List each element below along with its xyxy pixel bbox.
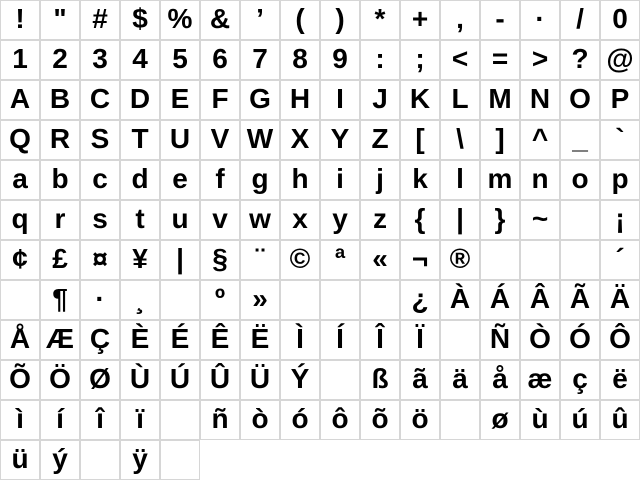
glyph-cell[interactable]: < [440, 40, 480, 80]
glyph-cell[interactable]: T [120, 120, 160, 160]
glyph-cell[interactable]: ? [560, 40, 600, 80]
glyph-cell[interactable]: J [360, 80, 400, 120]
glyph-cell[interactable]: z [360, 200, 400, 240]
glyph-cell[interactable]: ñ [200, 400, 240, 440]
glyph-cell[interactable]: m [480, 160, 520, 200]
empty-glyph-cell[interactable] [520, 240, 560, 280]
empty-glyph-cell[interactable] [560, 240, 600, 280]
glyph-cell[interactable]: ’ [240, 0, 280, 40]
glyph-cell[interactable]: 1 [0, 40, 40, 80]
glyph-cell[interactable]: Ú [160, 360, 200, 400]
glyph-cell[interactable]: Â [520, 280, 560, 320]
glyph-cell[interactable]: c [80, 160, 120, 200]
glyph-cell[interactable]: Ô [600, 320, 640, 360]
glyph-cell[interactable]: 6 [200, 40, 240, 80]
glyph-cell[interactable]: 3 [80, 40, 120, 80]
empty-glyph-cell[interactable] [440, 320, 480, 360]
glyph-cell[interactable]: V [200, 120, 240, 160]
glyph-cell[interactable]: @ [600, 40, 640, 80]
glyph-cell[interactable]: º [200, 280, 240, 320]
glyph-cell[interactable]: Æ [40, 320, 80, 360]
glyph-cell[interactable]: 2 [40, 40, 80, 80]
glyph-cell[interactable]: ã [400, 360, 440, 400]
glyph-cell[interactable]: Ñ [480, 320, 520, 360]
glyph-cell[interactable]: 8 [280, 40, 320, 80]
glyph-cell[interactable]: R [40, 120, 80, 160]
glyph-cell[interactable]: ´ [600, 240, 640, 280]
empty-glyph-cell[interactable] [320, 360, 360, 400]
glyph-cell[interactable]: O [560, 80, 600, 120]
glyph-cell[interactable]: + [400, 0, 440, 40]
glyph-cell[interactable]: É [160, 320, 200, 360]
glyph-cell[interactable]: A [0, 80, 40, 120]
glyph-cell[interactable]: , [440, 0, 480, 40]
glyph-cell[interactable]: g [240, 160, 280, 200]
glyph-cell[interactable]: » [240, 280, 280, 320]
glyph-cell[interactable]: u [160, 200, 200, 240]
glyph-cell[interactable]: C [80, 80, 120, 120]
glyph-cell[interactable]: P [600, 80, 640, 120]
glyph-cell[interactable]: F [200, 80, 240, 120]
glyph-cell[interactable]: f [200, 160, 240, 200]
glyph-cell[interactable]: h [280, 160, 320, 200]
glyph-cell[interactable]: Ü [240, 360, 280, 400]
glyph-cell[interactable]: ß [360, 360, 400, 400]
glyph-cell[interactable]: Ç [80, 320, 120, 360]
glyph-cell[interactable]: Å [0, 320, 40, 360]
glyph-cell[interactable]: Ï [400, 320, 440, 360]
glyph-cell[interactable]: ò [240, 400, 280, 440]
glyph-cell[interactable]: v [200, 200, 240, 240]
glyph-cell[interactable]: Í [320, 320, 360, 360]
glyph-cell[interactable]: § [200, 240, 240, 280]
glyph-cell[interactable]: Ä [600, 280, 640, 320]
glyph-cell[interactable]: ¤ [80, 240, 120, 280]
glyph-cell[interactable]: ¬ [400, 240, 440, 280]
glyph-cell[interactable]: X [280, 120, 320, 160]
glyph-cell[interactable]: ^ [520, 120, 560, 160]
glyph-cell[interactable]: ¥ [120, 240, 160, 280]
glyph-cell[interactable]: Y [320, 120, 360, 160]
glyph-cell[interactable]: ; [400, 40, 440, 80]
glyph-cell[interactable]: b [40, 160, 80, 200]
glyph-cell[interactable]: ó [280, 400, 320, 440]
empty-glyph-cell[interactable] [480, 240, 520, 280]
glyph-cell[interactable]: ô [320, 400, 360, 440]
glyph-cell[interactable]: ¶ [40, 280, 80, 320]
glyph-cell[interactable]: N [520, 80, 560, 120]
glyph-cell[interactable]: Ó [560, 320, 600, 360]
glyph-cell[interactable]: È [120, 320, 160, 360]
glyph-cell[interactable]: 5 [160, 40, 200, 80]
glyph-cell[interactable]: î [80, 400, 120, 440]
glyph-cell[interactable]: n [520, 160, 560, 200]
glyph-cell[interactable]: / [560, 0, 600, 40]
glyph-cell[interactable]: l [440, 160, 480, 200]
glyph-cell[interactable]: H [280, 80, 320, 120]
glyph-cell[interactable]: ÿ [120, 440, 160, 480]
glyph-cell[interactable]: õ [360, 400, 400, 440]
glyph-cell[interactable]: r [40, 200, 80, 240]
empty-glyph-cell[interactable] [360, 280, 400, 320]
glyph-cell[interactable]: ] [480, 120, 520, 160]
glyph-cell[interactable]: 4 [120, 40, 160, 80]
glyph-cell[interactable]: ! [0, 0, 40, 40]
glyph-cell[interactable]: S [80, 120, 120, 160]
glyph-cell[interactable]: Q [0, 120, 40, 160]
glyph-cell[interactable]: À [440, 280, 480, 320]
glyph-cell[interactable]: [ [400, 120, 440, 160]
glyph-cell[interactable]: > [520, 40, 560, 80]
glyph-cell[interactable]: ö [400, 400, 440, 440]
glyph-cell[interactable]: ( [280, 0, 320, 40]
glyph-cell[interactable]: o [560, 160, 600, 200]
glyph-cell[interactable]: x [280, 200, 320, 240]
glyph-cell[interactable]: * [360, 0, 400, 40]
glyph-cell[interactable]: i [320, 160, 360, 200]
glyph-cell[interactable]: ï [120, 400, 160, 440]
glyph-cell[interactable]: ` [600, 120, 640, 160]
glyph-cell[interactable]: t [120, 200, 160, 240]
glyph-cell[interactable]: í [40, 400, 80, 440]
empty-glyph-cell[interactable] [160, 440, 200, 480]
glyph-cell[interactable]: ª [320, 240, 360, 280]
glyph-cell[interactable]: ü [0, 440, 40, 480]
glyph-cell[interactable]: ú [560, 400, 600, 440]
glyph-cell[interactable]: q [0, 200, 40, 240]
glyph-cell[interactable]: : [360, 40, 400, 80]
glyph-cell[interactable]: D [120, 80, 160, 120]
glyph-cell[interactable]: Ù [120, 360, 160, 400]
glyph-cell[interactable]: Z [360, 120, 400, 160]
glyph-cell[interactable]: $ [120, 0, 160, 40]
glyph-cell[interactable]: ¡ [600, 200, 640, 240]
glyph-cell[interactable]: Á [480, 280, 520, 320]
glyph-cell[interactable]: y [320, 200, 360, 240]
glyph-cell[interactable]: { [400, 200, 440, 240]
glyph-cell[interactable]: - [480, 0, 520, 40]
glyph-cell[interactable]: Û [200, 360, 240, 400]
empty-glyph-cell[interactable] [160, 400, 200, 440]
glyph-cell[interactable]: ~ [520, 200, 560, 240]
glyph-cell[interactable]: ø [480, 400, 520, 440]
glyph-cell[interactable]: û [600, 400, 640, 440]
glyph-cell[interactable]: a [0, 160, 40, 200]
glyph-cell[interactable]: U [160, 120, 200, 160]
glyph-cell[interactable]: k [400, 160, 440, 200]
glyph-cell[interactable]: & [200, 0, 240, 40]
glyph-cell[interactable]: 9 [320, 40, 360, 80]
glyph-cell[interactable]: = [480, 40, 520, 80]
glyph-cell[interactable]: \ [440, 120, 480, 160]
glyph-cell[interactable]: å [480, 360, 520, 400]
glyph-cell[interactable]: ù [520, 400, 560, 440]
glyph-cell[interactable]: | [440, 200, 480, 240]
glyph-cell[interactable]: ¢ [0, 240, 40, 280]
glyph-cell[interactable]: w [240, 200, 280, 240]
glyph-cell[interactable]: ¨ [240, 240, 280, 280]
glyph-cell[interactable]: Ì [280, 320, 320, 360]
glyph-cell[interactable]: } [480, 200, 520, 240]
glyph-cell[interactable]: £ [40, 240, 80, 280]
glyph-cell[interactable]: ì [0, 400, 40, 440]
empty-glyph-cell[interactable] [440, 400, 480, 440]
glyph-cell[interactable]: L [440, 80, 480, 120]
empty-area [200, 440, 640, 480]
glyph-cell[interactable]: E [160, 80, 200, 120]
glyph-cell[interactable]: d [120, 160, 160, 200]
glyph-cell[interactable]: Î [360, 320, 400, 360]
glyph-cell[interactable]: ® [440, 240, 480, 280]
glyph-cell[interactable]: · [80, 280, 120, 320]
empty-glyph-cell[interactable] [560, 200, 600, 240]
glyph-cell[interactable]: 0 [600, 0, 640, 40]
glyph-cell[interactable]: W [240, 120, 280, 160]
empty-glyph-cell[interactable] [320, 280, 360, 320]
glyph-cell[interactable]: | [160, 240, 200, 280]
glyph-cell[interactable]: G [240, 80, 280, 120]
glyph-cell[interactable]: Ê [200, 320, 240, 360]
glyph-cell[interactable]: · [520, 0, 560, 40]
glyph-cell[interactable]: ¿ [400, 280, 440, 320]
glyph-cell[interactable]: Ö [40, 360, 80, 400]
glyph-cell[interactable]: e [160, 160, 200, 200]
empty-glyph-cell[interactable] [0, 280, 40, 320]
glyph-cell[interactable]: æ [520, 360, 560, 400]
glyph-cell[interactable]: ä [440, 360, 480, 400]
glyph-cell[interactable]: M [480, 80, 520, 120]
glyph-cell[interactable]: j [360, 160, 400, 200]
glyph-cell[interactable]: Õ [0, 360, 40, 400]
glyph-cell[interactable]: ý [40, 440, 80, 480]
glyph-cell[interactable]: Ë [240, 320, 280, 360]
empty-glyph-cell[interactable] [280, 280, 320, 320]
glyph-cell[interactable]: Ò [520, 320, 560, 360]
glyph-cell[interactable]: _ [560, 120, 600, 160]
glyph-cell[interactable]: « [360, 240, 400, 280]
glyph-cell[interactable]: ¸ [120, 280, 160, 320]
glyph-cell[interactable]: p [600, 160, 640, 200]
glyph-cell[interactable]: ç [560, 360, 600, 400]
glyph-cell[interactable]: Ã [560, 280, 600, 320]
glyph-cell[interactable]: B [40, 80, 80, 120]
glyph-cell[interactable]: ) [320, 0, 360, 40]
glyph-cell[interactable]: ë [600, 360, 640, 400]
empty-glyph-cell[interactable] [80, 440, 120, 480]
glyph-cell[interactable]: s [80, 200, 120, 240]
glyph-cell[interactable]: 7 [240, 40, 280, 80]
glyph-cell[interactable]: Ø [80, 360, 120, 400]
glyph-cell[interactable]: © [280, 240, 320, 280]
glyph-cell[interactable]: % [160, 0, 200, 40]
glyph-cell[interactable]: I [320, 80, 360, 120]
glyph-cell[interactable]: " [40, 0, 80, 40]
glyph-cell[interactable]: Ý [280, 360, 320, 400]
glyph-cell[interactable]: # [80, 0, 120, 40]
empty-glyph-cell[interactable] [160, 280, 200, 320]
glyph-cell[interactable]: K [400, 80, 440, 120]
